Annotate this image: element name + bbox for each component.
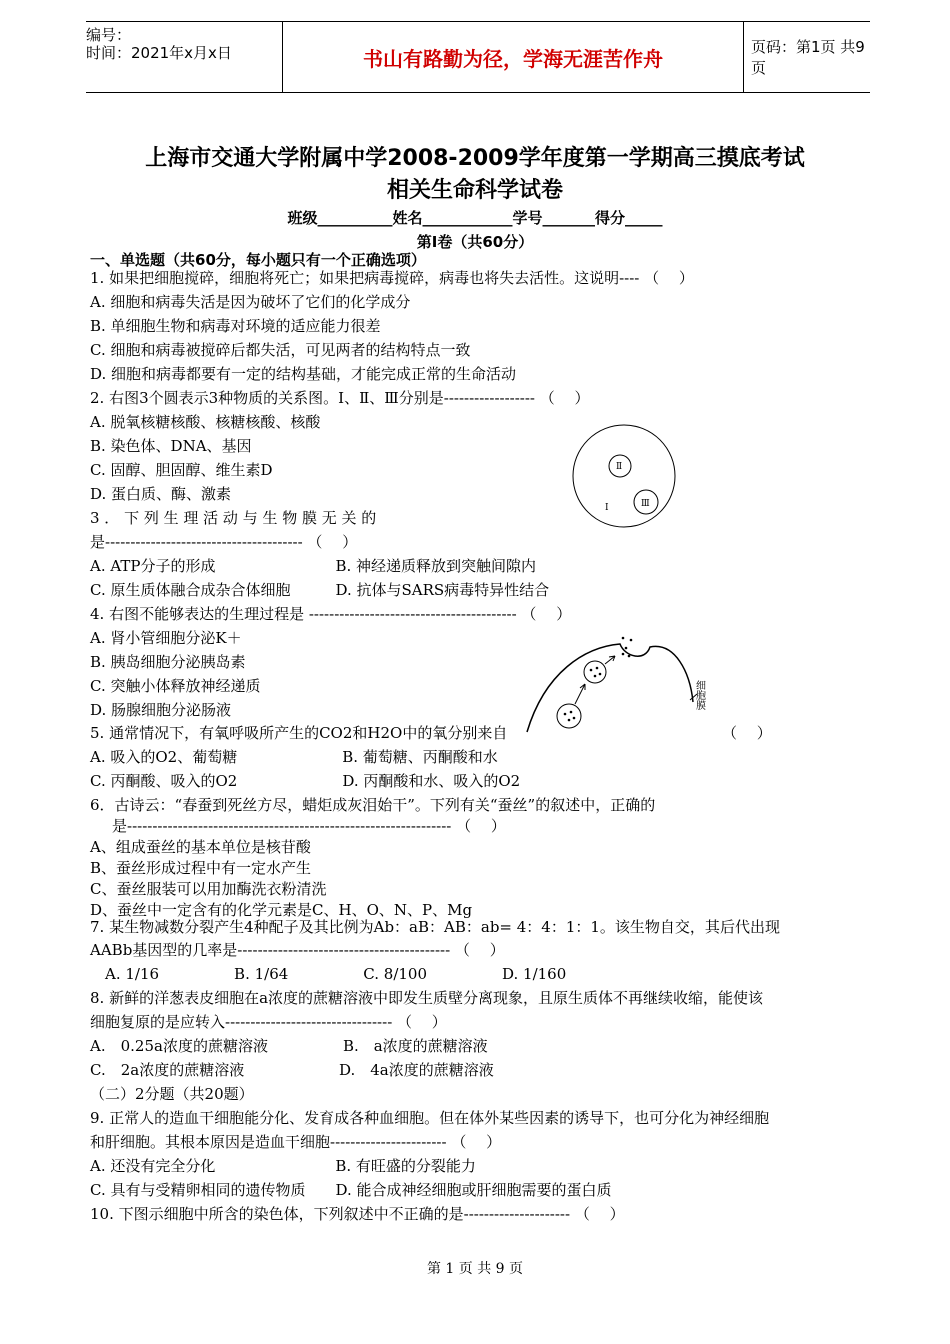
label-1: Ⅰ <box>605 503 609 513</box>
number-label: 编号： <box>86 26 132 44</box>
time-label: 时间：2021年x月x日 <box>86 44 232 62</box>
question-line: C. 原生质体融合成杂合体细胞 D. 抗体与SARS病毒特异性结合 <box>90 581 550 599</box>
page-footer: 第 1 页 共 9 页 <box>426 1261 524 1277</box>
question-line: 和肝细胞。其根本原因是造血干细胞----------------------- （ ） <box>90 1133 502 1151</box>
page-header <box>86 21 870 93</box>
question-line: A. 吸入的O2、葡萄糖 B. 葡萄糖、丙酮酸和水 <box>90 748 498 766</box>
section-title: 第Ⅰ卷（共60分） <box>416 233 534 251</box>
exam-subtitle: 相关生命科学试卷 <box>386 178 563 203</box>
question-line: 5. 通常情况下，有氧呼吸所产生的CO2和H2O中的氧分别来自 <box>90 724 508 742</box>
question-line: A. ATP分子的形成 B. 神经递质释放到突触间隙内 <box>90 557 537 575</box>
membrane-label: 细胞膜 <box>693 680 705 710</box>
circles-figure <box>570 422 680 532</box>
question-line: D. 蛋白质、酶、激素 <box>90 485 232 503</box>
question-line: 9. 正常人的造血干细胞能分化、发育成各种血细胞。但在体外某些因素的诱导下，也可分化为神经细胞 <box>90 1109 770 1127</box>
vesicle-1 <box>557 704 581 728</box>
question-line: C. 细胞和病毒被搅碎后都失活，可见两者的结构特点一致 <box>90 341 471 359</box>
question-line: D. 细胞和病毒都要有一定的结构基础，才能完成正常的生命活动 <box>90 365 517 383</box>
question-line: 是---------------------------------------------------------------- （ ） <box>112 817 506 835</box>
question-line: 2. 右图3个圆表示3种物质的关系图。Ⅰ、Ⅱ、Ⅲ分别是------------------ （ ） <box>90 389 590 407</box>
student-info-line: 班级__________姓名____________学号_______得分_____ <box>287 209 663 227</box>
question-line: A. 0.25a浓度的蔗糖溶液 B. a浓度的蔗糖溶液 <box>90 1037 488 1055</box>
question-line: D、蚕丝中一定含有的化学元素是C、H、O、N、P、Mg <box>90 901 473 919</box>
question-line: B. 染色体、DNA、基因 <box>90 437 252 455</box>
label-3: Ⅲ <box>641 499 650 509</box>
question-line: A. 脱氧核糖核酸、核糖核酸、核酸 <box>90 413 321 431</box>
question-line: C. 突触小体释放神经递质 <box>90 677 261 695</box>
header-page-info: 页码：第1页 共9页 <box>751 38 865 77</box>
header-motto: 书山有路勤为径，学海无涯苦作舟 <box>282 22 744 92</box>
question-line: A. 细胞和病毒失活是因为破坏了它们的化学成分 <box>90 293 411 311</box>
question-line: 细胞复原的是应转入--------------------------------- （ ） <box>90 1013 447 1031</box>
question-line: （二）2分题（共20题） <box>90 1085 254 1103</box>
question-line: B. 胰岛细胞分泌胰岛素 <box>90 653 246 671</box>
question-line: 10. 下图示细胞中所含的染色体，下列叙述中不正确的是--------------------- （ ） <box>90 1205 625 1223</box>
exam-title: 上海市交通大学附属中学2008-2009学年度第一学期高三摸底考试 <box>145 146 805 171</box>
question-line: 3 ． 下 列 生 理 活 动 与 生 物 膜 无 关 的 <box>90 509 377 527</box>
question-line: A. 还没有完全分化 B. 有旺盛的分裂能力 <box>90 1157 476 1175</box>
vesicle-2 <box>584 661 606 683</box>
question-line: 是--------------------------------------- （ ） <box>90 533 358 551</box>
question-line: C. 丙酮酸、吸入的O2 D. 丙酮酸和水、吸入的O2 <box>90 772 521 790</box>
question-line: C. 2a浓度的蔗糖溶液 D. 4a浓度的蔗糖溶液 <box>90 1061 494 1079</box>
question-line: D. 肠腺细胞分泌肠液 <box>90 701 232 719</box>
question-line: 1. 如果把细胞搅碎，细胞将死亡；如果把病毒搅碎，病毒也将失去活性。这说明---- （ ） <box>90 269 694 287</box>
arrow-1 <box>575 684 585 704</box>
q5-answer-paren: （ ） <box>722 724 772 742</box>
question-line: A、组成蚕丝的基本单位是核苷酸 <box>90 838 311 856</box>
header-meta <box>86 22 282 92</box>
cell-secretion-figure <box>525 632 725 737</box>
question-line: A. 肾小管细胞分泌K＋ <box>90 629 242 647</box>
question-line: 8. 新鲜的洋葱表皮细胞在a浓度的蔗糖溶液中即发生质壁分离现象，且原生质体不再继续收缩，能使该 <box>90 989 764 1007</box>
question-line: 7. 某生物减数分裂产生4种配子及其比例为Ab：aB：AB：ab= 4：4：1：1。该生物自交，其后代出现 <box>90 918 780 936</box>
question-line: C. 具有与受精卵相同的遗传物质 D. 能合成神经细胞或肝细胞需要的蛋白质 <box>90 1181 612 1199</box>
question-line: 4. 右图不能够表达的生理过程是 ----------------------------------------- （ ） <box>90 605 572 623</box>
question-line: C、蚕丝服装可以用加酶洗衣粉清洗 <box>90 880 327 898</box>
question-line: C. 固醇、胆固醇、维生素D <box>90 461 273 479</box>
question-line: AABb基因型的几率是------------------------------------------ （ ） <box>90 941 505 959</box>
question-line: A. 1/16 B. 1/64 C. 8/100 D. 1/160 <box>90 965 567 983</box>
question-line: B. 单细胞生物和病毒对环境的适应能力很差 <box>90 317 381 335</box>
label-2: Ⅱ <box>616 462 623 472</box>
question-line: 6．古诗云：“春蚕到死丝方尽，蜡炬成灰泪始干”。下列有关“蚕丝”的叙述中，正确的 <box>90 796 656 814</box>
question-line: B、蚕丝形成过程中有一定水产生 <box>90 859 312 877</box>
section-heading: 一、单选题（共60分，每小题只有一个正确选项） <box>90 251 426 269</box>
